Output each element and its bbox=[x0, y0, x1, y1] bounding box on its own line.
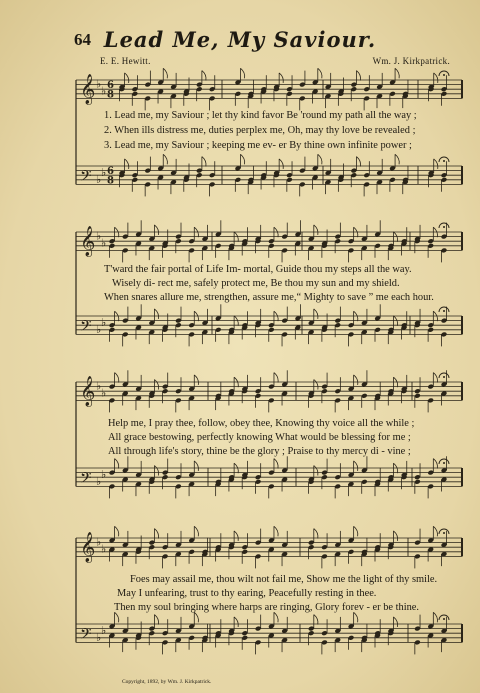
fermata-dot bbox=[443, 462, 445, 464]
note-flag bbox=[393, 531, 397, 541]
fermata-dot bbox=[443, 376, 445, 378]
flat-sign: ♭ bbox=[96, 229, 102, 243]
note-flag bbox=[163, 68, 167, 78]
note-flag bbox=[154, 529, 158, 539]
note-flag bbox=[433, 612, 437, 622]
note-flag bbox=[194, 461, 198, 471]
note-flag bbox=[202, 157, 206, 167]
lyric-line: Then my soul bringing where harps are ringing, Glory forev - er be thine. bbox=[114, 602, 419, 613]
flat-sign: ♭ bbox=[101, 236, 107, 250]
flat-sign: ♭ bbox=[101, 623, 107, 637]
flat-sign: ♭ bbox=[101, 84, 107, 98]
note-flag bbox=[395, 154, 399, 164]
note-flag bbox=[356, 157, 360, 167]
lyric-line: Foes may assail me, thou wilt not fail me, Show me the light of thy smile. bbox=[130, 574, 438, 585]
note-flag bbox=[314, 225, 318, 235]
composer-credit: Wm. J. Kirkpatrick. bbox=[372, 56, 450, 66]
note-flag bbox=[194, 375, 198, 385]
note-flag bbox=[433, 526, 437, 536]
flat-sign: ♭ bbox=[101, 467, 107, 481]
lyric-line: 3. Lead me, my Saviour ; keeping me ev- er By thine own infinite power ; bbox=[104, 140, 412, 151]
flat-sign: ♭ bbox=[101, 542, 107, 556]
lyric-line: Help me, I pray thee, follow, obey thee, Knowing thy voice all the while ; bbox=[108, 418, 415, 429]
fermata-dot bbox=[443, 160, 445, 162]
note-flag bbox=[125, 73, 129, 83]
note-flag bbox=[115, 373, 119, 383]
author-credit: E. E. Hewitt. bbox=[100, 56, 151, 66]
lyric-line: May I unfearing, trust to thy earing, Peacefully resting in thee. bbox=[117, 588, 377, 599]
note-flag bbox=[274, 459, 278, 469]
note-flag bbox=[241, 68, 245, 78]
note-flag bbox=[125, 159, 129, 169]
note-flag bbox=[434, 159, 438, 169]
note-flag bbox=[318, 154, 322, 164]
fermata-dot bbox=[443, 532, 445, 534]
note-flag bbox=[279, 73, 283, 83]
note-flag bbox=[274, 373, 278, 383]
note-flag bbox=[393, 617, 397, 627]
note-flag bbox=[318, 68, 322, 78]
time-signature-bottom: 8 bbox=[107, 89, 114, 101]
fermata-dot bbox=[443, 226, 445, 228]
flat-sign: ♭ bbox=[96, 535, 102, 549]
note-flag bbox=[395, 68, 399, 78]
fermata-dot bbox=[443, 618, 445, 620]
flat-sign: ♭ bbox=[101, 315, 107, 329]
note-flag bbox=[314, 309, 318, 319]
treble-clef: 𝄞 bbox=[80, 226, 96, 257]
bass-clef: 𝄢 bbox=[80, 167, 92, 189]
flat-sign: ♭ bbox=[96, 379, 102, 393]
note-flag bbox=[314, 529, 318, 539]
note-flag bbox=[154, 615, 158, 625]
fermata-dot bbox=[443, 74, 445, 76]
note-flag bbox=[354, 526, 358, 536]
note-flag bbox=[279, 159, 283, 169]
hymn-title: Lead Me, My Saviour. bbox=[103, 27, 377, 52]
copyright-notice: Copyright, 1892, by Wm. J. Kirkpatrick. bbox=[122, 679, 212, 685]
note-flag bbox=[194, 526, 198, 536]
note-flag bbox=[202, 71, 206, 81]
note-flag bbox=[154, 309, 158, 319]
time-signature-bottom: 8 bbox=[107, 175, 114, 187]
flat-sign: ♭ bbox=[101, 386, 107, 400]
lyric-line: All grace bestowing, perfectly knowing What would be blessing for me ; bbox=[108, 432, 411, 443]
treble-clef: 𝄞 bbox=[80, 376, 96, 407]
note-flag bbox=[356, 71, 360, 81]
lyric-line: All through life's story, thine be the glory ; Praise to thy mercy di - vine ; bbox=[108, 446, 411, 457]
flat-sign: ♭ bbox=[101, 165, 107, 179]
note-flag bbox=[314, 466, 318, 476]
note-flag bbox=[241, 154, 245, 164]
note-flag bbox=[163, 154, 167, 164]
fermata-dot bbox=[443, 310, 445, 312]
flat-sign: ♭ bbox=[96, 630, 102, 644]
flat-sign: ♭ bbox=[96, 474, 102, 488]
time-signature-top: 6 bbox=[107, 166, 114, 178]
bass-clef: 𝄢 bbox=[80, 317, 92, 339]
bass-clef: 𝄢 bbox=[80, 625, 92, 647]
note-flag bbox=[115, 459, 119, 469]
note-flag bbox=[314, 380, 318, 390]
lyric-line: 2. When ills distress me, duties perplex me, Oh, may thy love be revealed ; bbox=[104, 125, 416, 136]
note-flag bbox=[115, 526, 119, 536]
lyric-line: T'ward the fair portal of Life Im- mortal, Guide thou my steps all the way. bbox=[104, 264, 412, 275]
note-flag bbox=[433, 373, 437, 383]
note-flag bbox=[274, 526, 278, 536]
note-flag bbox=[314, 615, 318, 625]
lyric-line: 1. Lead me, my Saviour ; let thy kind favor Be 'round my path all the way ; bbox=[104, 110, 417, 121]
note-flag bbox=[433, 459, 437, 469]
lyric-line: When snares allure me, strengthen, assure me,“ Mighty to save ” me each hour. bbox=[104, 292, 434, 303]
flat-sign: ♭ bbox=[96, 77, 102, 91]
note-flag bbox=[154, 380, 158, 390]
lyric-line: Wisely di- rect me, safely protect me, Be thou my sun and my shield. bbox=[112, 278, 400, 289]
treble-clef: 𝄞 bbox=[80, 532, 96, 563]
note-flag bbox=[354, 375, 358, 385]
flat-sign: ♭ bbox=[96, 322, 102, 336]
note-flag bbox=[154, 225, 158, 235]
note-flag bbox=[234, 531, 238, 541]
time-signature-top: 6 bbox=[107, 80, 114, 92]
page-number: 64 bbox=[74, 30, 91, 49]
note-flag bbox=[354, 461, 358, 471]
note-flag bbox=[234, 617, 238, 627]
bass-clef: 𝄢 bbox=[80, 469, 92, 491]
flat-sign: ♭ bbox=[96, 172, 102, 186]
note-flag bbox=[434, 73, 438, 83]
treble-clef: 𝄞 bbox=[80, 74, 96, 105]
note-flag bbox=[154, 466, 158, 476]
